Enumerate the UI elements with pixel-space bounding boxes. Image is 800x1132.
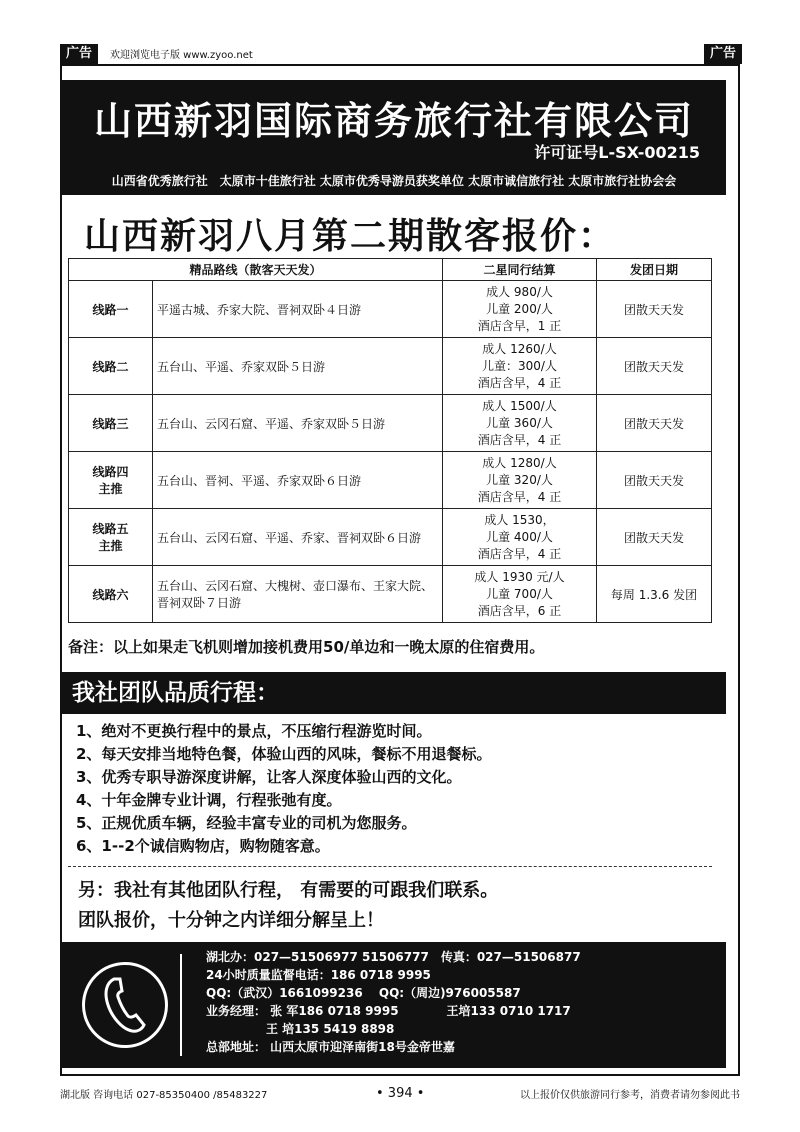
company-name: 山西新羽国际商务旅行社有限公司 — [93, 99, 694, 143]
route-desc: 五台山、平遥、乔家双卧５日游 — [153, 338, 443, 395]
price-hotel: 酒店含早，4 正 — [477, 432, 562, 447]
dashed-divider — [68, 866, 712, 867]
price-adult: 成人 1260/人 — [482, 341, 557, 356]
price-child: 儿童：300/人 — [482, 358, 557, 373]
extra-info — [78, 876, 498, 936]
depart-date: 团散天天发 — [597, 509, 712, 566]
phone-icon — [82, 962, 168, 1048]
contact-line: 业务经理： 张 军186 0718 9995 王培133 0710 1717 — [206, 1004, 571, 1018]
contact-line: 王 培135 5419 8898 — [206, 1022, 395, 1036]
extra-line: 另：我社有其他团队行程， 有需要的可跟我们联系。 — [78, 880, 499, 901]
route-desc: 五台山、云冈石窟、平遥、乔家双卧５日游 — [153, 395, 443, 452]
table-header-row — [69, 259, 712, 281]
route-price — [443, 338, 597, 395]
quality-list — [76, 720, 491, 858]
site-url: 欢迎浏览电子版 www.zyoo.net — [110, 50, 253, 61]
list-item: 2、每天安排当地特色餐，体验山西的风味，餐标不用退餐标。 — [76, 745, 492, 763]
route-price — [443, 452, 597, 509]
list-item: 1、绝对不更换行程中的景点，不压缩行程游览时间。 — [76, 722, 432, 740]
list-item: 3、优秀专职导游深度讲解，让客人深度体验山西的文化。 — [76, 768, 462, 786]
price-child: 儿童 400/人 — [486, 529, 553, 544]
depart-date: 团散天天发 — [597, 281, 712, 338]
col-header-price: 二星同行结算 — [443, 259, 597, 281]
price-hotel: 酒店含早，4 正 — [477, 375, 562, 390]
ad-tag-left: 广告 — [60, 44, 98, 64]
route-name: 线路六 — [69, 566, 153, 623]
contact-divider — [180, 954, 182, 1056]
route-name: 线路四 主推 — [69, 452, 153, 509]
price-hotel: 酒店含早，4 正 — [477, 546, 562, 561]
page-number: • 394 • — [376, 1086, 425, 1101]
price-adult: 成人 1930 元/人 — [474, 569, 565, 584]
route-name: 线路二 — [69, 338, 153, 395]
depart-date: 团散天天发 — [597, 395, 712, 452]
route-name: 线路三 — [69, 395, 153, 452]
company-header — [62, 80, 726, 195]
route-price — [443, 395, 597, 452]
route-price — [443, 566, 597, 623]
price-child: 儿童 700/人 — [486, 586, 553, 601]
contact-line: 总部地址： 山西太原市迎泽南街18号金帝世嘉 — [206, 1040, 455, 1054]
ad-tag-right: 广告 — [704, 44, 742, 64]
price-adult: 成人 980/人 — [486, 284, 553, 299]
honors-line: 山西省优秀旅行社 太原市十佳旅行社 太原市优秀导游员获奖单位 太原市诚信旅行社 太原市旅行社协会会 — [111, 174, 677, 188]
quality-title-bar: 我社团队品质行程： — [62, 672, 726, 714]
contact-line: 湖北办：027—51506977 51506777 传真：027—51506877 — [206, 950, 581, 964]
page-title: 山西新羽八月第二期散客报价： — [84, 216, 617, 257]
footer-consult: 湖北版 咨询电话 027-85350400 /85483227 — [60, 1090, 268, 1101]
table-row — [69, 338, 712, 395]
contact-line: QQ:（武汉）1661099236 QQ:（周边)976005587 — [206, 986, 521, 1000]
price-child: 儿童 320/人 — [486, 472, 553, 487]
price-hotel: 酒店含早，6 正 — [477, 603, 562, 618]
col-header-date: 发团日期 — [597, 259, 712, 281]
price-hotel: 酒店含早，4 正 — [477, 489, 562, 504]
table-row — [69, 281, 712, 338]
contact-box — [62, 942, 726, 1068]
col-header-route: 精品路线（散客天天发） — [69, 259, 443, 281]
table-row — [69, 395, 712, 452]
depart-date: 团散天天发 — [597, 338, 712, 395]
extra-line: 团队报价，十分钟之内详细分解呈上！ — [78, 910, 384, 931]
phone-icon-svg — [100, 975, 150, 1035]
footer-disclaimer: 以上报价仅供旅游同行参考，消费者请勿参阅此书 — [520, 1090, 740, 1101]
price-adult: 成人 1280/人 — [482, 455, 557, 470]
table-row — [69, 452, 712, 509]
route-desc: 五台山、云冈石窟、平遥、乔家、晋祠双卧６日游 — [153, 509, 443, 566]
list-item: 5、正规优质车辆，经验丰富专业的司机为您服务。 — [76, 814, 417, 832]
price-adult: 成人 1530， — [484, 512, 555, 527]
table-row — [69, 566, 712, 623]
remark-note: 备注：以上如果走飞机则增加接机费用50/单边和一晚太原的住宿费用。 — [68, 638, 545, 656]
route-desc: 平遥古城、乔家大院、晋祠双卧４日游 — [153, 281, 443, 338]
price-table — [68, 258, 712, 623]
depart-date: 每周 1.3.6 发团 — [597, 566, 712, 623]
table-row — [69, 509, 712, 566]
depart-date: 团散天天发 — [597, 452, 712, 509]
price-adult: 成人 1500/人 — [482, 398, 557, 413]
route-desc: 五台山、云冈石窟、大槐树、壶口瀑布、王家大院、晋祠双卧７日游 — [153, 566, 443, 623]
list-item: 4、十年金牌专业计调，行程张弛有度。 — [76, 791, 342, 809]
route-desc: 五台山、晋祠、平遥、乔家双卧６日游 — [153, 452, 443, 509]
list-item: 6、1--2个诚信购物店，购物随客意。 — [76, 837, 330, 855]
contact-lines — [206, 948, 581, 1056]
route-name: 线路五 主推 — [69, 509, 153, 566]
route-price — [443, 281, 597, 338]
price-child: 儿童 360/人 — [486, 415, 553, 430]
contact-line: 24小时质量监督电话：186 0718 9995 — [206, 968, 431, 982]
price-hotel: 酒店含早，1 正 — [477, 318, 562, 333]
route-price — [443, 509, 597, 566]
route-name: 线路一 — [69, 281, 153, 338]
license-number: 许可证号L-SX-00215 — [534, 143, 700, 162]
price-child: 儿童 200/人 — [486, 301, 553, 316]
